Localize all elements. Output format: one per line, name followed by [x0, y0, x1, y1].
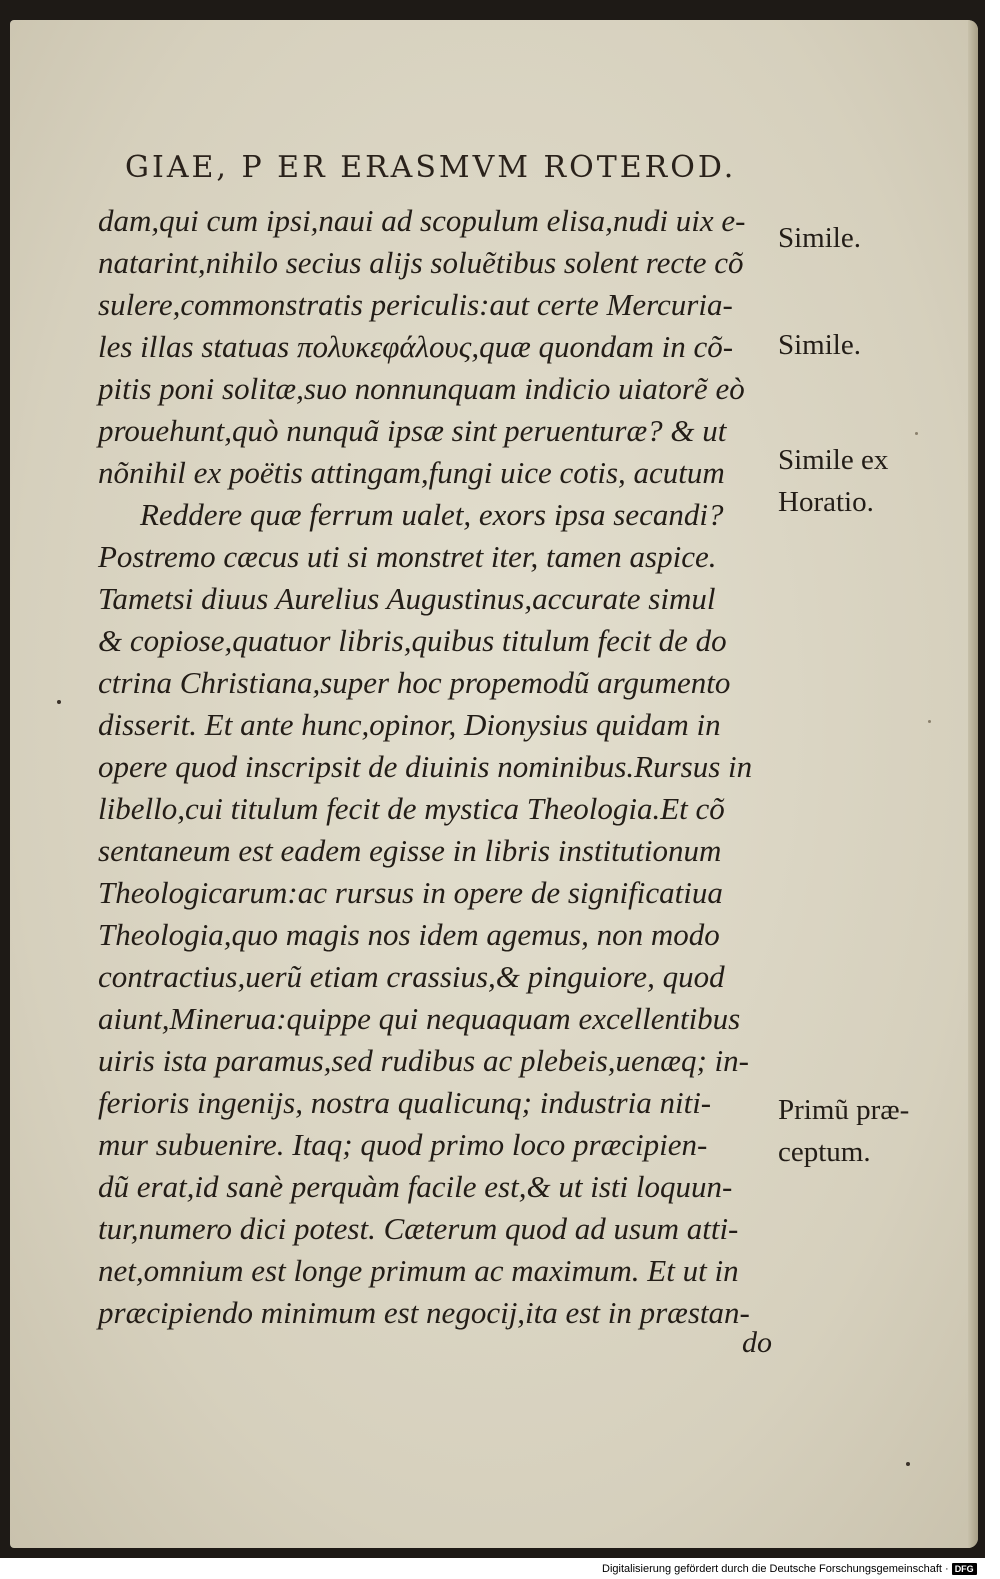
text-line: pitis poni solitæ,suo nonnunquam indicio uiatorẽ eò: [98, 371, 745, 406]
text-line: uiris ista paramus,sed rudibus ac plebeis,uenæq; in-: [98, 1043, 749, 1078]
text-line: Theologicarum:ac rursus in opere de significatiua: [98, 875, 723, 910]
text-line: Theologia,quo magis nos idem agemus, non modo: [98, 917, 720, 952]
digitization-footer: [602, 1561, 997, 1577]
marginal-note-primum-line2: ceptum.: [778, 1136, 871, 1168]
text-line: Postremo cæcus uti si monstret iter, tamen aspice.: [98, 539, 717, 574]
running-head: GIAE, P ER ERASMVM ROTEROD.: [125, 150, 737, 185]
text-line: sulere,commonstratis periculis:aut certe Mercuria-: [98, 287, 733, 322]
ink-speck: [915, 432, 918, 435]
text-line: tur,numero dici potest. Cæterum quod ad usum atti-: [98, 1211, 739, 1246]
text-line: net,omnium est longe primum ac maximum. Et ut in: [98, 1253, 739, 1288]
text-line: præcipiendo minimum est negocij,ita est in præstan-: [98, 1295, 750, 1330]
text-line: dam,qui cum ipsi,naui ad scopulum elisa,nudi uix e-: [98, 203, 746, 238]
ink-speck: [928, 720, 931, 723]
ink-speck: [57, 700, 61, 704]
ink-speck: [906, 1462, 910, 1466]
text-line: sentaneum est eadem egisse in libris institutionum: [98, 833, 722, 868]
text-line: mur subuenire. Itaq; quod primo loco præcipien-: [98, 1127, 708, 1162]
footer-text: Digitalisierung gefördert durch die Deutsche Forschungsgemeinschaft ·: [602, 1563, 949, 1575]
dfg-logo: DFG: [952, 1563, 977, 1575]
text-line: contractius,uerũ etiam crassius,& pinguiore, quod: [98, 959, 725, 994]
text-line: Tametsi diuus Aurelius Augustinus,accurate simul: [98, 581, 716, 616]
text-line: ctrina Christiana,super hoc propemodũ argumento: [98, 665, 731, 700]
text-line: opere quod inscripsit de diuinis nominibus.Rursus in: [98, 749, 753, 784]
text-line: libello,cui titulum fecit de mystica Theologia.Et cõ: [98, 791, 725, 826]
text-line: & copiose,quatuor libris,quibus titulum fecit de do: [98, 623, 727, 658]
text-line: ferioris ingenijs, nostra qualicunq; industria niti-: [98, 1085, 712, 1120]
marginal-note-simile-2: Simile.: [778, 329, 861, 361]
catchword: do: [742, 1326, 772, 1359]
text-line: dũ erat,id sanè perquàm facile est,& ut isti loquun-: [98, 1169, 733, 1204]
marginal-note-simile-1: Simile.: [778, 222, 861, 254]
text-line: disserit. Et ante hunc,opinor, Dionysius quidam in: [98, 707, 721, 742]
page-edge: [968, 20, 978, 1548]
marginal-note-simile-horatio-line1: Simile ex: [778, 444, 889, 476]
text-line: prouehunt,quò nunquã ipsæ sint peruenturæ? & ut: [98, 413, 727, 448]
text-line: natarint,nihilo secius alijs soluẽtibus solent recte cõ: [98, 245, 744, 280]
text-line: aiunt,Minerua:quippe qui nequaquam excellentibus: [98, 1001, 741, 1036]
marginal-note-simile-horatio-line2: Horatio.: [778, 486, 874, 518]
text-line: Reddere quæ ferrum ualet, exors ipsa secandi?: [140, 497, 724, 532]
marginal-note-primum-line1: Primũ præ-: [778, 1094, 910, 1126]
body-text: [98, 200, 778, 1334]
text-line: les illas statuas πολυκεφάλους,quæ quondam in cõ-: [98, 329, 734, 364]
text-line: nõnihil ex poëtis attingam,fungi uice cotis, acutum: [98, 455, 725, 490]
